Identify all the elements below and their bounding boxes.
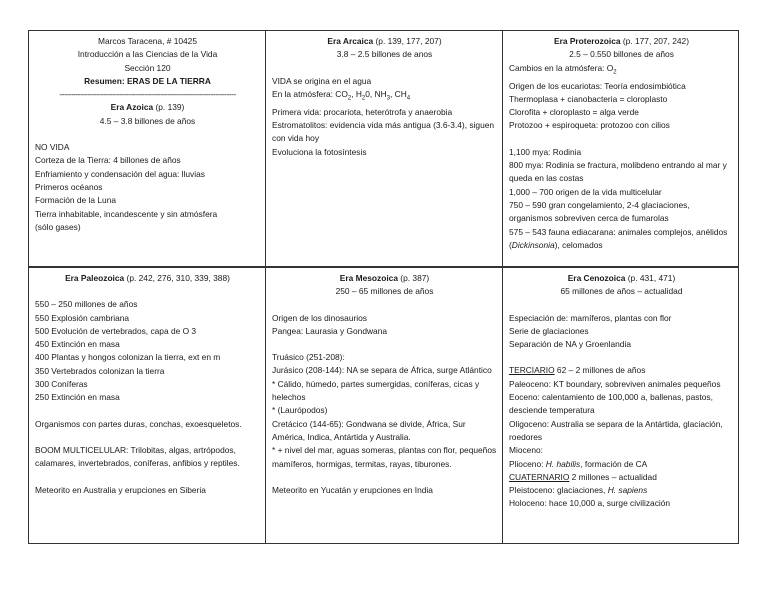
note-line: Primera vida: procariota, heterótrofa y anaerobia bbox=[272, 106, 453, 117]
note-line: 550 – 250 millones de años bbox=[35, 299, 138, 310]
section-number: Sección 120 bbox=[124, 62, 171, 73]
author-name: Marcos Taracena, # 10425 bbox=[97, 36, 197, 46]
note-line: Serie de glaciaciones bbox=[509, 325, 589, 336]
terciario-line: TERCIARIO 62 – 2 millones de años bbox=[509, 365, 646, 376]
note-line: Especiación de: mamíferos, plantas con flor bbox=[509, 312, 672, 323]
note-line: Plioceno: H. habilis, formación de CA bbox=[509, 458, 648, 469]
note-line: Formación de la Luna bbox=[35, 195, 117, 206]
era-proterozoica-heading: Era Proterozoica (p. 177, 207, 242) bbox=[553, 36, 689, 46]
note-line: 300 Coníferas bbox=[35, 379, 88, 390]
era-azoica-range: 4.5 – 3.8 billones de años bbox=[99, 115, 196, 126]
era-mesozoica-range: 250 – 65 millones de años bbox=[335, 286, 434, 297]
note-line: Meteorito en Yucatán y erupciones en India bbox=[272, 484, 433, 495]
note-line: Clorofita + cloroplasto = alga verde bbox=[509, 107, 639, 118]
course-name: Introducción a las Ciencias de la Vida bbox=[77, 49, 218, 60]
era-arcaica-heading: Era Arcaica (p. 139, 177, 207) bbox=[327, 36, 442, 46]
note-line: 750 – 590 gran congelamiento, 2-4 glaciaciones, organismos sobreviven cerca de fumarolas bbox=[509, 199, 690, 224]
note-line: * (Laurópodos) bbox=[272, 405, 328, 416]
note-line: * + nivel del mar, aguas someras, plantas con flor, pequeños mamíferos, hormigas, termitas, rayas, tiburones. bbox=[272, 445, 497, 469]
note-line: Separación de NA y Groenlandia bbox=[509, 339, 631, 350]
summary-title: Resumen: ERAS DE LA TIERRA bbox=[84, 75, 211, 86]
note-line: NO VIDA bbox=[35, 142, 70, 153]
cell-paleozoica bbox=[29, 268, 265, 545]
note-line: Thermoplasa + cianobacteria = cloroplasto bbox=[509, 93, 668, 104]
cell-arcaica bbox=[266, 31, 502, 266]
note-line: Mioceno: bbox=[509, 445, 543, 456]
eras-summary-table bbox=[28, 30, 739, 544]
divider-dashes: ----------------------------------------------------------------------------- bbox=[59, 89, 236, 100]
note-line: Corteza de la Tierra: 4 billones de años bbox=[35, 155, 181, 166]
note-line: Primeros océanos bbox=[35, 181, 103, 192]
note-line: 400 Plantas y hongos colonizan la tierra, ext en m bbox=[35, 352, 221, 363]
note-line: Pangea: Laurasia y Gondwana bbox=[272, 325, 388, 336]
cell-cenozoica bbox=[503, 268, 739, 545]
era-arcaica-range: 3.8 – 2.5 billones de anos bbox=[336, 49, 433, 60]
note-line: 250 Extinción en masa bbox=[35, 392, 120, 403]
era-cenozoica-heading: Era Cenozoica (p. 431, 471) bbox=[567, 273, 676, 283]
note-line: Paleoceno: KT boundary, sobreviven animales pequeños bbox=[509, 378, 721, 389]
atmosphere-line: Cambios en la atmósfera: $O_2$ bbox=[509, 62, 617, 76]
note-line: 500 Evolución de vertebrados, capa de O 3 bbox=[35, 325, 197, 336]
note-line: 1,000 – 700 origen de la vida multicelular bbox=[509, 186, 662, 197]
note-line: * Cálido, húmedo, partes sumergidas, coníferas, cicas y helechos bbox=[272, 378, 480, 403]
note-line: Tierra inhabitable, incandescente y sin atmósfera bbox=[35, 208, 218, 219]
note-line: Estromatolitos: evidencia vida más antigua (3.6-3.4), siguen con vida hoy bbox=[272, 120, 495, 144]
note-line: Cretácico (144-65): Gondwana se divide, África, Sur América, Indica, Antártida y Australia. bbox=[272, 418, 466, 442]
note-line: 575 – 543 fauna ediacarana: animales complejos, anélidos (Dickinsonia), celomados bbox=[509, 226, 728, 250]
note-line: VIDA se origina en el agua bbox=[272, 75, 372, 86]
cell-mesozoica bbox=[266, 268, 502, 545]
era-mesozoica-heading: Era Mesozoica (p. 387) bbox=[339, 273, 430, 283]
note-line: Enfriamiento y condensación del agua: lluvias bbox=[35, 168, 205, 179]
note-line: Jurásico (208-144): NA se separa de África, surge Atlántico bbox=[272, 365, 492, 376]
note-line: 450 Extinción en masa bbox=[35, 339, 120, 350]
note-line: Oligoceno: Australia se separa de la Antártida, glaciación, roedores bbox=[509, 418, 723, 442]
note-line: Protozoo + espiroqueta: protozoo con cilios bbox=[509, 120, 670, 131]
cell-proterozoica bbox=[503, 31, 739, 266]
note-line: Eoceno: calentamiento de 100,000 a, ballenas, pastos, desciende temperatura bbox=[509, 392, 713, 416]
era-azoica-heading: Era Azoica (p. 139) bbox=[110, 102, 185, 113]
note-paragraph: BOOM MULTICELULAR: Trilobitas, algas, artrópodos, calamares, invertebrados, coníferas, anfibios y reptiles. bbox=[35, 444, 240, 469]
note-line: Holoceno: hace 10,000 a, surge civilización bbox=[509, 498, 671, 509]
cuaternario-line: CUATERNARIO 2 millones – actualidad bbox=[509, 471, 657, 482]
note-paragraph: Meteorito en Australia y erupciones en Siberia bbox=[35, 484, 206, 495]
note-line: Pleistoceno: glaciaciones, H. sapiens bbox=[509, 485, 648, 496]
note-line: 350 Vertebrados colonizan la tierra bbox=[35, 365, 165, 376]
atmosphere-line: En la atmósfera: $CO_2$, $H_20$, $NH_3$, $CH_4$ bbox=[272, 88, 411, 102]
note-line: 550 Explosión cambriana bbox=[35, 312, 130, 323]
note-line: Truásico (251-208): bbox=[272, 352, 345, 363]
note-line: 800 mya: Rodinia se fractura, molibdeno entrando al mar y queda en las costas bbox=[509, 160, 727, 184]
era-proterozoica-range: 2.5 – 0.550 billones de años bbox=[569, 49, 674, 60]
cell-azoica bbox=[29, 31, 265, 266]
note-line: Origen de los eucariotas: Teoría endosimbiótica bbox=[509, 80, 686, 91]
era-paleozoica-heading: Era Paleozoica (p. 242, 276, 310, 339, 388) bbox=[65, 273, 230, 283]
era-azoica-notes bbox=[35, 141, 260, 234]
note-line: 1,100 mya: Rodinia bbox=[509, 146, 582, 157]
era-cenozoica-range: 65 millones de años – actualidad bbox=[560, 286, 683, 297]
note-paragraph: Organismos con partes duras, conchas, exoesqueletos. bbox=[35, 418, 242, 429]
note-line: (sólo gases) bbox=[35, 221, 81, 232]
note-line: Evoluciona la fotosíntesis bbox=[272, 146, 367, 157]
note-line: Origen de los dinosaurios bbox=[272, 312, 367, 323]
